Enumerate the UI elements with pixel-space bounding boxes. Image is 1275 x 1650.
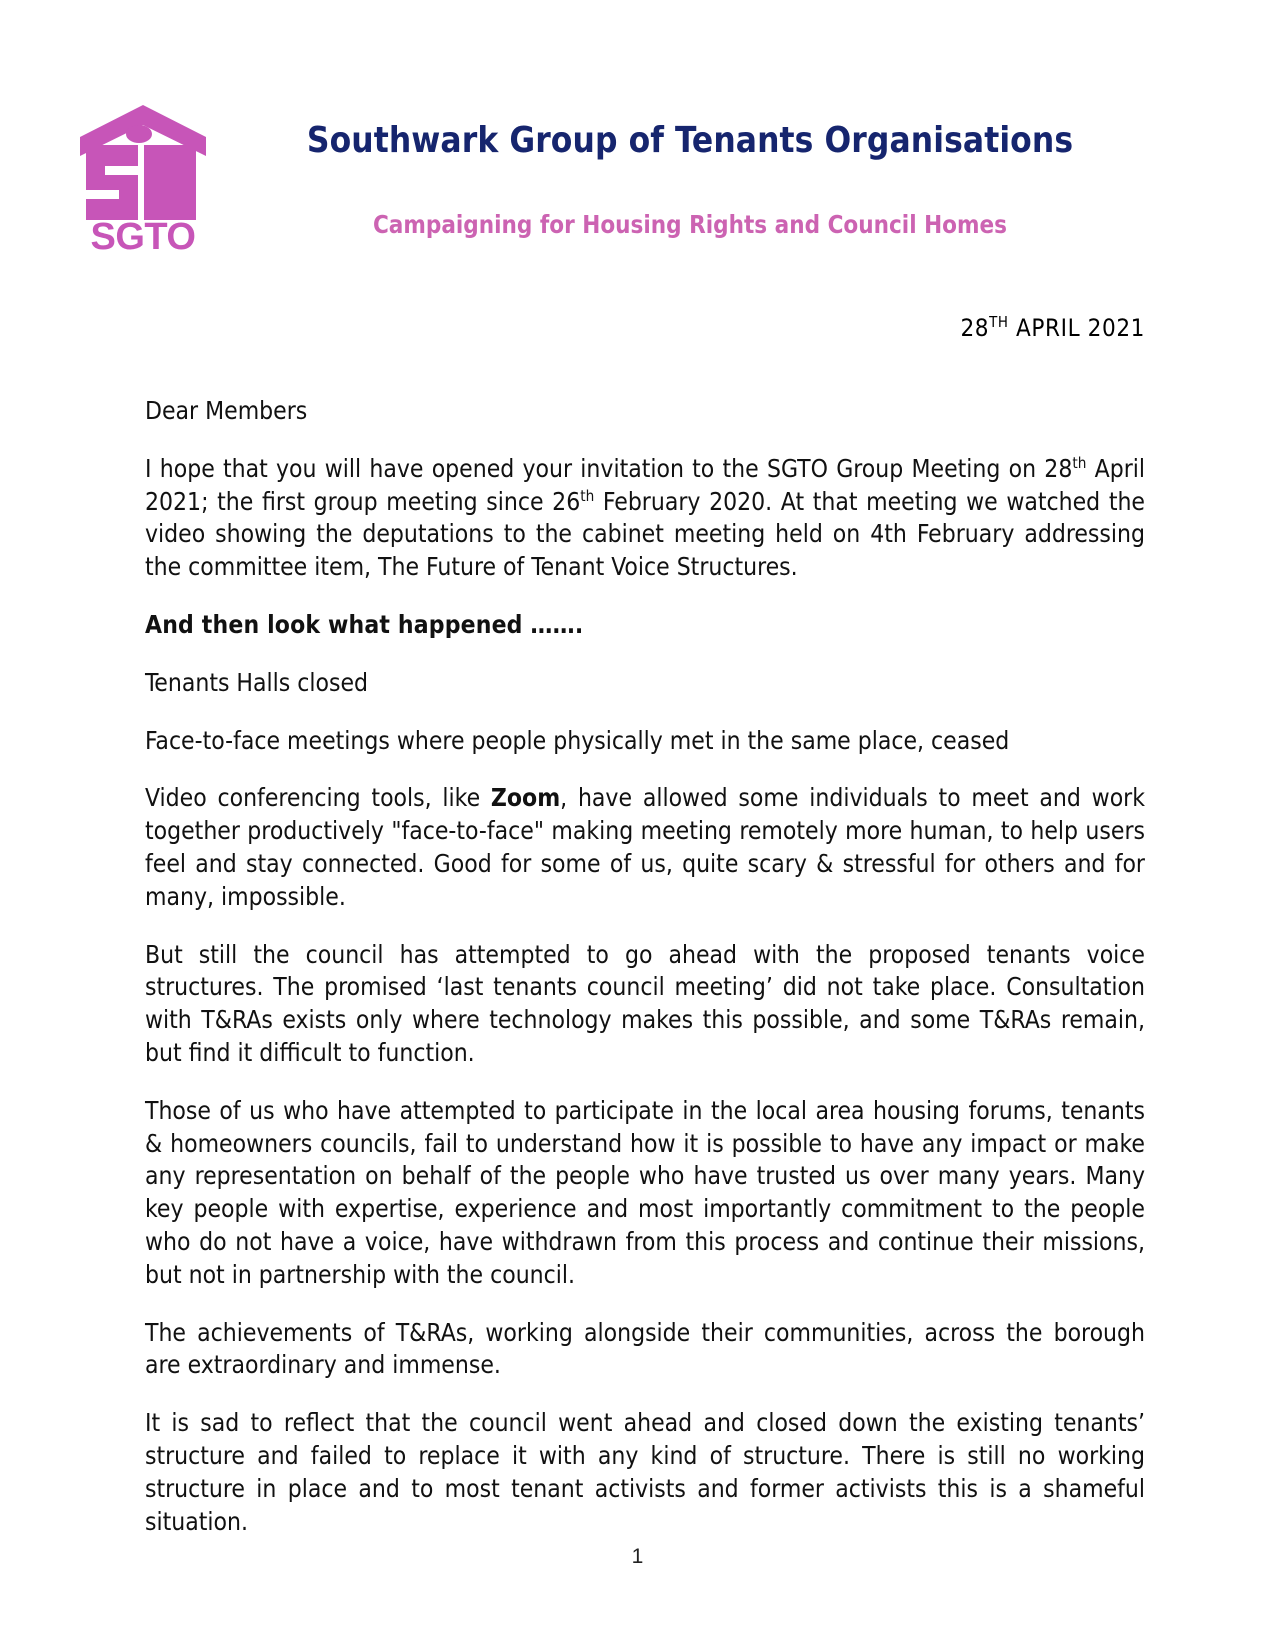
ordinal-28th: th [1072, 453, 1087, 472]
paragraph-achievements [145, 1317, 1145, 1383]
para-zoom-a: Video conferencing tools, like [145, 783, 491, 813]
para-invitation-c: February 2020. At that meeting we watched the video showing the deputations to the cabinet meeting held on 4th February addressing the committee item, The Future of Tenant Voice Structures. [145, 486, 1145, 582]
line-tenants-halls-text: Tenants Halls closed [145, 667, 369, 697]
para-council-text: But still the council has attempted to go ahead with the proposed tenants voice structures. The promised ‘last tenants council meeting’ did not take place. Consultation with T&RAs exists only where technology makes this possible, and some T&RAs remain, but find it difficult to function. [145, 939, 1145, 1067]
organisation-title: Southwark Group of Tenants Organisations [306, 120, 1074, 161]
letter-body [145, 395, 1145, 1538]
paragraph-council-structures [145, 939, 1145, 1070]
ordinal-26th: th [580, 486, 595, 505]
sgto-logo-icon [78, 103, 208, 253]
page-number: 1 [631, 1545, 644, 1568]
para-invitation-b: April 2021; the first group meeting since 26 [145, 453, 1146, 516]
para-those-text: Those of us who have attempted to participate in the local area housing forums, tenants & homeowners councils, fail to understand how it is possible to have any impact or make any representation on behalf of the people who have trusted us over many years. Many key people with expertise, experience and most importantly commitment to the people who do not have a voice, have withdrawn from this process and continue their missions, but not in partnership with the council. [145, 1095, 1145, 1289]
svg-text:SGTO: SGTO [90, 216, 196, 253]
date-rest: APRIL 2021 [1008, 314, 1145, 342]
paragraph-video-conferencing [145, 782, 1145, 913]
paragraph-sad-reflection [145, 1407, 1145, 1538]
sgto-logo [78, 103, 208, 253]
heading-and-then-look [145, 609, 1145, 642]
salutation [145, 395, 1145, 428]
date-ordinal: TH [989, 313, 1009, 331]
para-zoom-b: , have allowed some individuals to meet and work together productively "face-to-face" making meeting remotely more human, to help users feel and stay connected. Good for some of us, quite scary & stressful for others and for many, impossible. [145, 783, 1145, 911]
emphasis-zoom: Zoom [490, 783, 561, 813]
para-achievements-text: The achievements of T&RAs, working alongside their communities, across the borough are extraordinary and immense. [145, 1317, 1145, 1380]
para-invitation-a: I hope that you will have opened your invitation to the SGTO Group Meeting on 28 [145, 453, 1073, 483]
line-face-to-face [145, 725, 1145, 758]
brand-block [240, 118, 1140, 240]
document-header [0, 0, 1275, 280]
organisation-tagline: Campaigning for Housing Rights and Council Homes [372, 210, 1008, 239]
letter-date [145, 312, 1145, 344]
para-sad-text: It is sad to reflect that the council went ahead and closed down the existing tenants’ structure and failed to replace it with any kind of structure. There is still no working structure in place and to most tenant activists and former activists this is a shameful situation. [145, 1408, 1145, 1536]
date-day: 28 [960, 314, 990, 342]
line-tenants-halls [145, 667, 1145, 700]
heading-text: And then look what happened ……. [145, 609, 584, 639]
paragraph-invitation [145, 453, 1145, 584]
paragraph-those-of-us [145, 1095, 1145, 1292]
line-face-to-face-text: Face-to-face meetings where people physically met in the same place, ceased [145, 725, 1010, 755]
document-footer [0, 1545, 1275, 1569]
salutation-text: Dear Members [145, 396, 308, 425]
